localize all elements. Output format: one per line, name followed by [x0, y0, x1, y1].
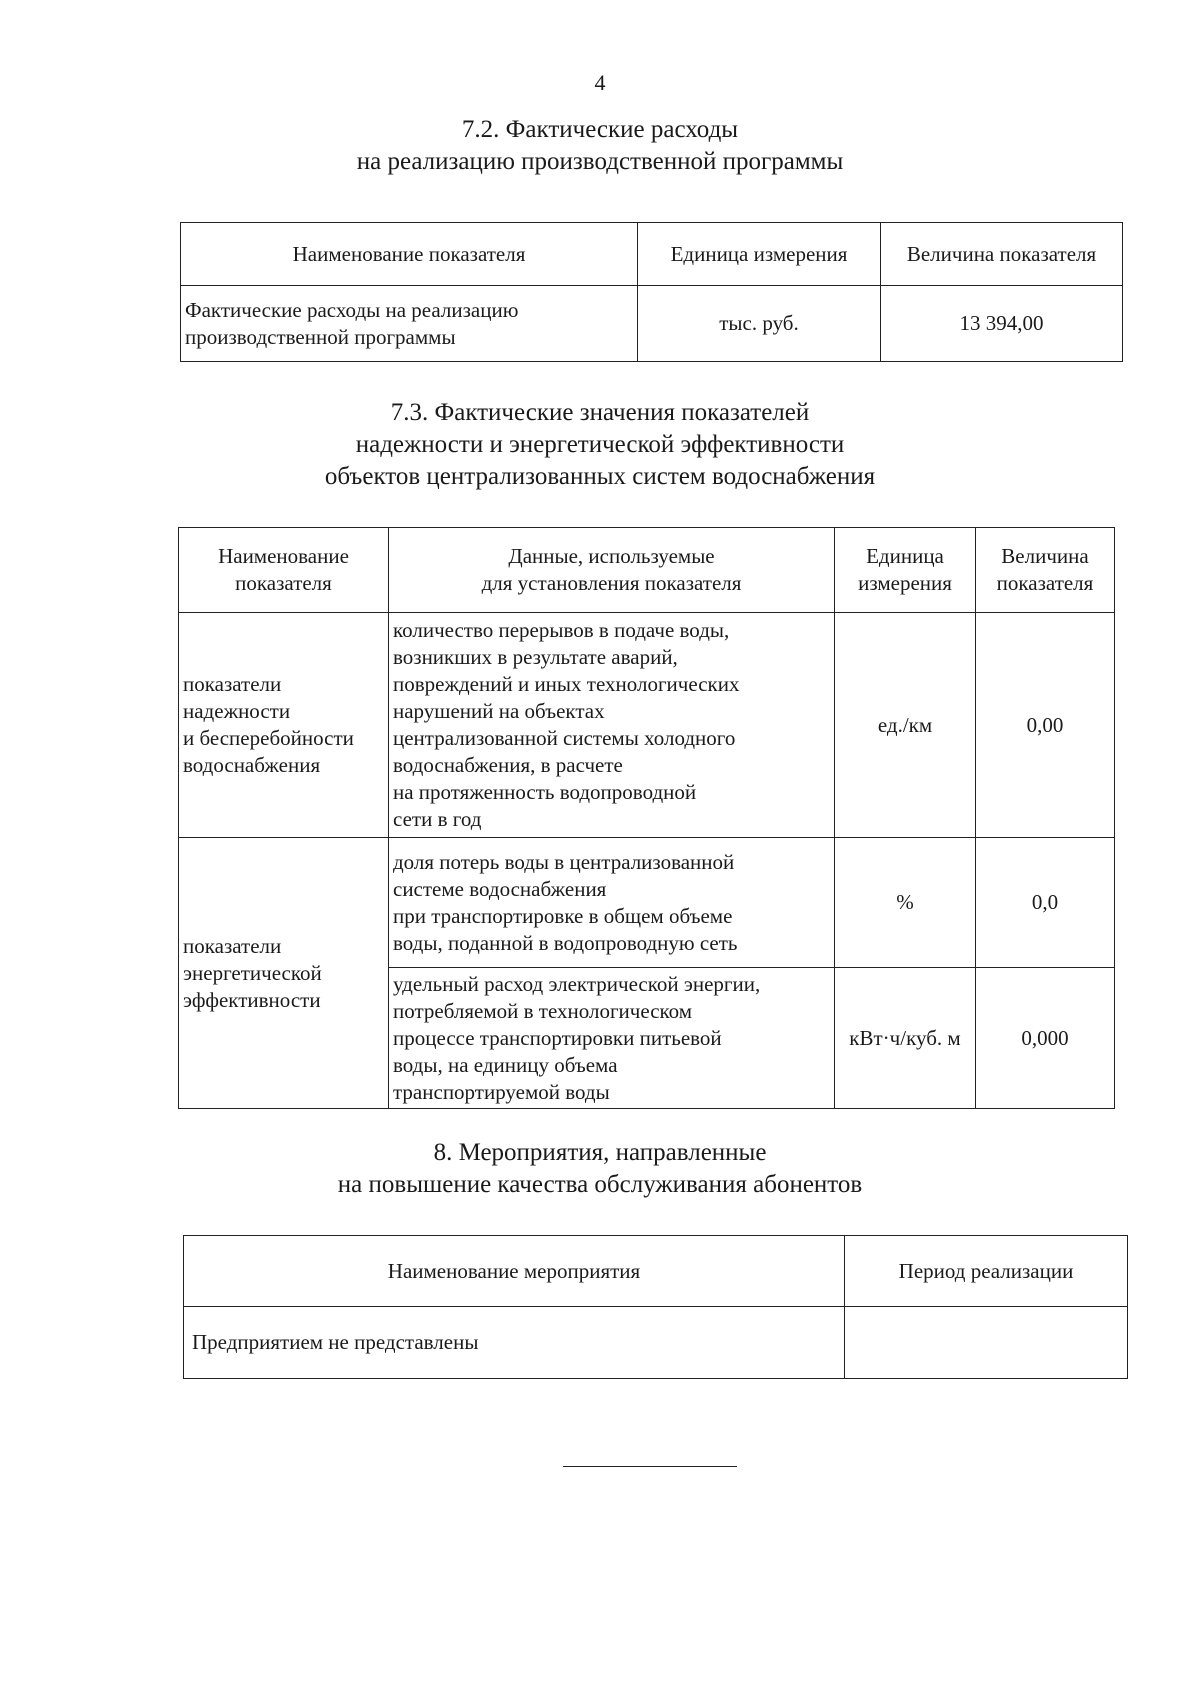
- water-loss-data-line: доля потерь воды в централизованной: [393, 849, 735, 874]
- energy-name-line: энергетической: [183, 960, 322, 985]
- header-unit: [835, 528, 976, 613]
- closing-rule: [563, 1466, 737, 1467]
- header-value: [976, 528, 1115, 613]
- water-loss-data-line: системе водоснабжения: [393, 876, 607, 901]
- section-8-title: [0, 1137, 1200, 1201]
- energy-name-line: эффективности: [183, 987, 321, 1012]
- section-7-3-title-line1: 7.3. Фактические значения показателей: [390, 399, 810, 426]
- reliability-data-line: на протяженность водопроводной: [393, 780, 697, 804]
- header-data-line1: Данные, используемые: [508, 544, 715, 568]
- reliability-data-line: количество перерывов в подаче воды,: [393, 618, 730, 642]
- expenses-unit-cell: тыс. руб.: [638, 286, 881, 362]
- header-value: Величина показателя: [881, 223, 1123, 286]
- expenses-table: [180, 222, 1123, 362]
- electricity-data-line: удельный расход электрической энергии,: [393, 971, 761, 996]
- header-indicator-name: [179, 528, 389, 613]
- measure-name-cell: Предприятием не представлены: [184, 1307, 845, 1379]
- water-loss-value-cell: 0,0: [976, 838, 1115, 968]
- indicators-header-row: [179, 528, 1115, 613]
- water-loss-data-line: воды, поданной в водопроводную сеть: [393, 930, 738, 955]
- water-loss-unit-cell: %: [835, 838, 976, 968]
- section-8-title-line1: 8. Мероприятия, направленные: [433, 1139, 767, 1166]
- electricity-data-cell: [389, 968, 835, 1109]
- header-data-line2: для установления показателя: [481, 571, 742, 595]
- header-value-line2: показателя: [996, 571, 1094, 595]
- expenses-header-row: [181, 223, 1123, 286]
- section-7-3-title-line3: объектов централизованных систем водоснабжения: [324, 463, 876, 490]
- header-measure-name: Наименование мероприятия: [184, 1236, 845, 1307]
- electricity-value-cell: 0,000: [976, 968, 1115, 1109]
- expenses-data-row: [181, 286, 1123, 362]
- header-unit-line2: измерения: [858, 571, 952, 595]
- electricity-unit-cell: кВт·ч/куб. м: [835, 968, 976, 1109]
- header-indicator-name: Наименование показателя: [181, 223, 638, 286]
- energy-name-line: показатели: [183, 933, 282, 958]
- section-7-2-title-line2: на реализацию производственной программы: [356, 148, 844, 175]
- reliability-row: [179, 613, 1115, 838]
- reliability-name-line: показатели: [183, 672, 282, 696]
- section-7-2-title: [0, 114, 1200, 178]
- header-name-line1: Наименование: [218, 544, 349, 568]
- measures-header-row: [184, 1236, 1128, 1307]
- section-7-2-title-line1: 7.2. Фактические расходы: [461, 116, 739, 143]
- water-loss-data-line: при транспортировке в общем объеме: [393, 903, 733, 928]
- energy-name-cell: [179, 838, 389, 1109]
- expenses-value-cell: 13 394,00: [881, 286, 1123, 362]
- reliability-name-cell: [179, 613, 389, 838]
- reliability-name-line: и бесперебойности: [183, 726, 354, 750]
- header-data: [389, 528, 835, 613]
- measures-data-row: [184, 1307, 1128, 1379]
- reliability-data-line: повреждений и иных технологических: [393, 672, 740, 696]
- indicators-table: [178, 527, 1115, 1109]
- reliability-data-line: возникших в результате аварий,: [393, 645, 678, 669]
- electricity-data-line: потребляемой в технологическом: [393, 998, 693, 1023]
- page-number: 4: [594, 70, 606, 95]
- header-unit: Единица измерения: [638, 223, 881, 286]
- reliability-data-cell: [389, 613, 835, 838]
- reliability-value-cell: 0,00: [976, 613, 1115, 838]
- reliability-data-line: централизованной системы холодного: [393, 726, 736, 750]
- header-period: Период реализации: [845, 1236, 1128, 1307]
- expenses-name-line2: производственной программы: [185, 324, 456, 349]
- measure-period-cell: [845, 1307, 1128, 1379]
- section-7-3-title: [0, 397, 1200, 493]
- reliability-name-line: надежности: [183, 699, 291, 723]
- reliability-data-line: водоснабжения, в расчете: [393, 753, 623, 777]
- header-unit-line1: Единица: [866, 544, 944, 568]
- expenses-name-line1: Фактические расходы на реализацию: [185, 297, 519, 322]
- electricity-data-line: воды, на единицу объема: [393, 1052, 618, 1077]
- reliability-data-line: нарушений на объектах: [393, 699, 605, 723]
- electricity-data-line: транспортируемой воды: [393, 1079, 610, 1104]
- energy-row-water-loss: [179, 838, 1115, 968]
- expenses-name-cell: [181, 286, 638, 362]
- section-7-3-title-line2: надежности и энергетической эффективности: [355, 431, 845, 458]
- reliability-data-line: сети в год: [393, 807, 482, 831]
- section-8-title-line2: на повышение качества обслуживания абонентов: [337, 1171, 863, 1198]
- reliability-unit-cell: ед./км: [835, 613, 976, 838]
- header-value-line1: Величина: [1001, 544, 1089, 568]
- electricity-data-line: процессе транспортировки питьевой: [393, 1025, 722, 1050]
- header-name-line2: показателя: [235, 571, 332, 595]
- measures-table: [183, 1235, 1128, 1379]
- reliability-name-line: водоснабжения: [183, 753, 321, 777]
- water-loss-data-cell: [389, 838, 835, 968]
